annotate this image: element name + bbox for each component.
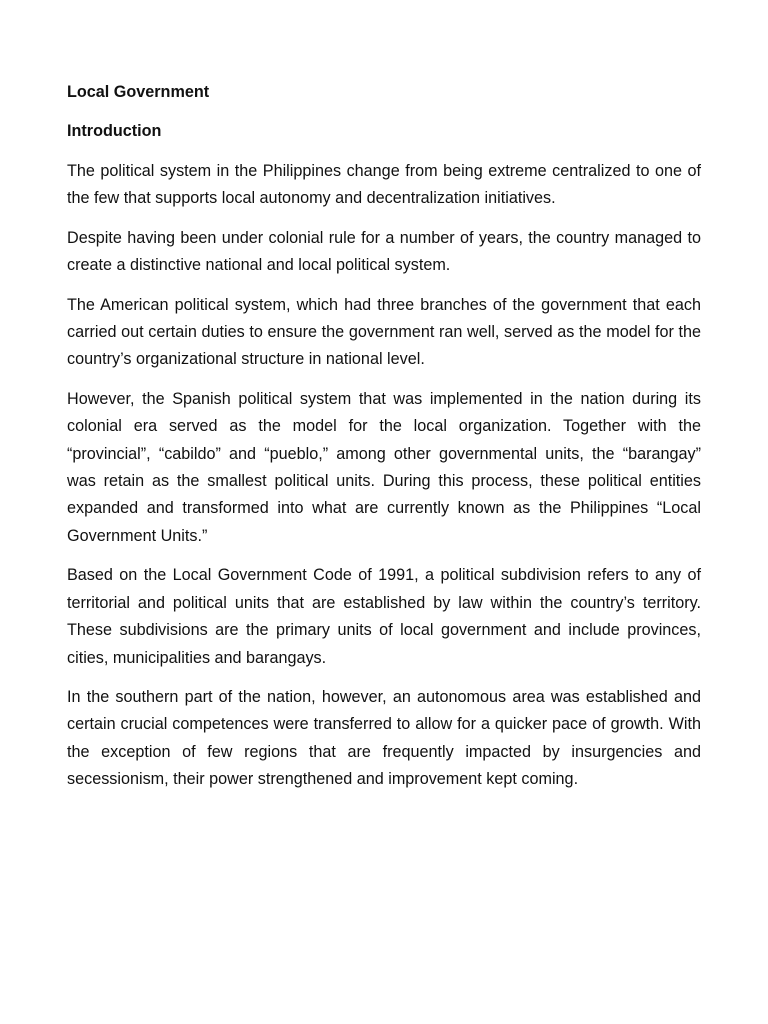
paragraph: The American political system, which had three branches of the government that each carried out certain duties to ensure the government ran well, served as the model for the country’s organizational structure in national level. xyxy=(67,295,701,369)
paragraph: Despite having been under colonial rule for a number of years, the country managed to create a distinctive national and local political system. xyxy=(67,228,701,275)
paragraph: The political system in the Philippines change from being extreme centralized to one of the few that supports local autonomy and decentralization initiatives. xyxy=(67,162,701,208)
document-body xyxy=(67,80,701,806)
section-heading: Introduction xyxy=(67,122,162,140)
paragraph: Based on the Local Government Code of 1991, a political subdivision refers to any of territorial and political units that are established by law within the country’s territory. These subdivisions are the primary units of local government and include provinces, cities, municipalities and barangays. xyxy=(67,566,701,667)
document-title: Local Government xyxy=(67,83,210,101)
paragraph: However, the Spanish political system that was implemented in the nation during its colonial era served as the model for the local organization. Together with the “provincial”, “cabildo” and “pueblo,” among other governmental units, the “barangay” was retain as the smallest political units. During this process, these political entities expanded and transformed into what are currently known as the Philippines “Local Government Units.” xyxy=(67,389,701,545)
paragraph: In the southern part of the nation, however, an autonomous area was established and certain crucial competences were transferred to allow for a quicker pace of growth. With the exception of few regions that are frequently impacted by insurgencies and secessionism, their power strengthened and improvement kept coming. xyxy=(67,687,701,789)
